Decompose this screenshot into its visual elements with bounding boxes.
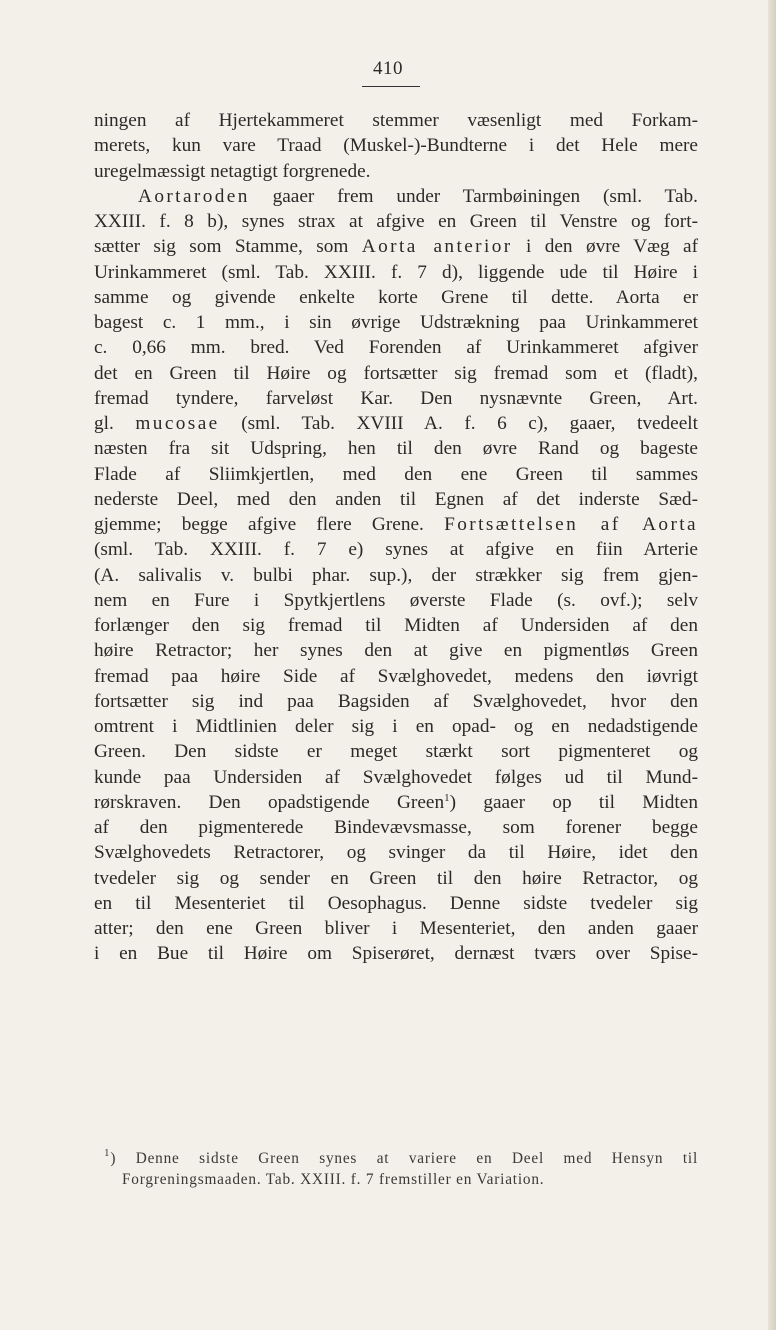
text-line: næsten fra sit Udspring, hen til den øvre Rand og bageste (94, 438, 698, 460)
text-line: kunde paa Undersiden af Svælghovedet følges ud til Mund- (94, 766, 698, 788)
footnote (104, 1148, 698, 1190)
spaced-term: Aorta anterior (361, 236, 513, 258)
text-line: Urinkammeret (sml. Tab. XXIII. f. 7 d), liggende ude til Høire i (94, 261, 698, 283)
text-line: c. 0,66 mm. bred. Ved Forenden af Urinkammeret afgiver (94, 337, 698, 359)
text-line: fortsætter sig ind paa Bagsiden af Svælghovedet, hvor den (94, 690, 698, 712)
text-line: nem en Fure i Spytkjertlens øverste Flade (s. ovf.); selv (94, 589, 698, 611)
page-edge-shadow (768, 0, 776, 1330)
spaced-term: Aortaroden (138, 185, 250, 207)
text-line: XXIII. f. 8 b), synes strax at afgive en Green til Venstre og fort- (94, 211, 698, 232)
footnote-reference: 1 (444, 791, 450, 804)
text-line: atter; den ene Green bliver i Mesenteriet, den anden gaaer (94, 918, 698, 939)
text-line: høire Retractor; her synes den at give en pigmentløs Green (94, 640, 698, 662)
text-line: Aortaroden gaaer frem under Tarmbøiningen (sml. Tab. (138, 185, 698, 207)
text-line: omtrent i Midtlinien deler sig i en opad- og en nedadstigende (94, 716, 698, 737)
page-number: 410 (373, 58, 403, 79)
text-line: Svælghovedets Retractorer, og svinger da til Høire, idet den (94, 842, 698, 864)
footnote-line: Forgreningsmaaden. Tab. XXIII. f. 7 fremstiller en Variation. (122, 1171, 545, 1188)
text-line: af den pigmenterede Bindevævsmasse, som forener begge (94, 817, 698, 838)
text-line: (sml. Tab. XXIII. f. 7 e) synes at afgive en fiin Arterie (94, 539, 698, 561)
text-line: uregelmæssigt netagtigt forgrenede. (94, 160, 371, 182)
text-line: merets, kun vare Traad (Muskel-)-Bundterne i det Hele mere (94, 135, 698, 157)
text-line: ningen af Hjertekammeret stemmer væsenligt med Forkam- (94, 110, 698, 131)
page-number-underline (362, 86, 420, 87)
text-line: en til Mesenteriet til Oesophagus. Denne sidste tvedeler sig (94, 892, 698, 914)
text-line: bagest c. 1 mm., i sin øvrige Udstrækning paa Urinkammeret (94, 312, 698, 333)
text-line: fremad paa høire Side af Svælghovedet, medens den iøvrigt (94, 665, 698, 687)
text-line: nederste Deel, med den anden til Egnen af det inderste Sæd- (94, 488, 698, 510)
body-text (94, 108, 698, 967)
text-line: Green. Den sidste er meget stærkt sort pigmenteret og (94, 741, 698, 763)
text-line: forlænger den sig fremad til Midten af Undersiden af den (94, 615, 698, 636)
footnote-marker: 1 (104, 1147, 111, 1159)
text-line: i en Bue til Høire om Spiserøret, dernæst tværs over Spise- (94, 943, 698, 965)
text-line: Flade af Sliimkjertlen, med den ene Green til sammes (94, 463, 698, 485)
spaced-term: mucosae (135, 413, 220, 434)
text-line: samme og givende enkelte korte Grene til dette. Aorta er (94, 286, 698, 308)
text-line: rørskraven. Den opadstigende Green$^1$) gaaer op til Midten (94, 791, 698, 813)
text-line: sætter sig som Stamme, som Aorta anterior i den øvre Væg af (94, 236, 699, 258)
text-line: fremad tyndere, farveløst Kar. Den nysnævnte Green, Art. (94, 387, 698, 409)
spaced-term: Fortsættelsen af Aorta (444, 514, 698, 535)
text-line: tvedeler sig og sender en Green til den høire Retractor, og (94, 867, 698, 889)
text-line: gjemme; begge afgive flere Grene. Fortsættelsen af Aorta (94, 514, 698, 535)
text-line: gl. mucosae (sml. Tab. XVIII A. f. 6 c), gaaer, tvedeelt (94, 413, 698, 434)
text-line: (A. salivalis v. bulbi phar. sup.), der strækker sig frem gjen- (94, 564, 698, 586)
footnote-line: $^1$) Denne sidste Green synes at variere en Deel med Hensyn til (104, 1147, 698, 1167)
text-line: det en Green til Høire og fortsætter sig fremad som et (fladt), (94, 362, 698, 384)
